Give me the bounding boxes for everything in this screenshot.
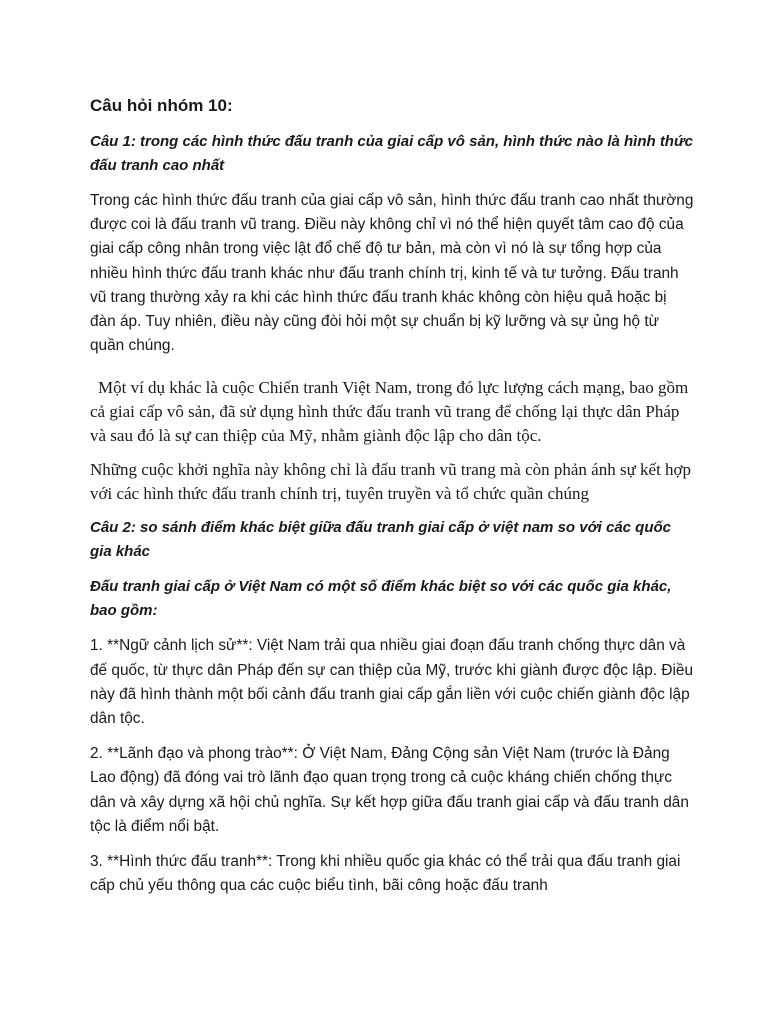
question-2-intro: Đấu tranh giai cấp ở Việt Nam có một số điểm khác biệt so với các quốc gia khác, bao gồm:: [90, 578, 672, 620]
question-2-point: 3. **Hình thức đấu tranh**: Trong khi nhiều quốc gia khác có thể trải qua đấu tranh giai cấp chủ yếu thông qua các cuộc biểu tình, bãi công hoặc đấu tranh: [90, 853, 681, 895]
question-2-point: 1. **Ngữ cảnh lịch sử**: Việt Nam trải qua nhiều giai đoạn đấu tranh chống thực dân và đế quốc, từ thực dân Pháp đến sự can thiệp của Mỹ, trước khi giành được độc lập. Điều này đã hình thành một bối cảnh đấu tranh giai cấp gắn liền với cuộc chiến giành độc lập dân tộc.: [90, 637, 694, 728]
question-2-heading: Câu 2: so sánh điểm khác biệt giữa đấu tranh giai cấp ở việt nam so với các quốc gia khác: [90, 519, 672, 561]
question-1-heading: Câu 1: trong các hình thức đấu tranh của giai cấp vô sản, hình thức nào là hình thức đấu tranh cao nhất: [90, 133, 694, 174]
question-2-point: 2. **Lãnh đạo và phong trào**: Ở Việt Nam, Đảng Cộng sản Việt Nam (trước là Đảng Lao động) đã đóng vai trò lãnh đạo quan trọng trong cả cuộc kháng chiến chống thực dân và xây dựng xã hội chủ nghĩa. Sự kết hợp giữa đấu tranh giai cấp và đấu tranh dân tộc là điểm nổi bật.: [90, 745, 689, 835]
question-1-example: Một ví dụ khác là cuộc Chiến tranh Việt Nam, trong đó lực lượng cách mạng, bao gồm cả giai cấp vô sản, đã sử dụng hình thức đấu tranh vũ trang để chống lại thực dân Pháp và sau đó là sự can thiệp của Mỹ, nhằm giành độc lập cho dân tộc.: [90, 378, 689, 446]
document-title: Câu hỏi nhóm 10:: [90, 96, 233, 115]
question-1-answer: Trong các hình thức đấu tranh của giai cấp vô sản, hình thức đấu tranh cao nhất thường được coi là đấu tranh vũ trang. Điều này không chỉ vì nó thể hiện quyết tâm cao độ của giai cấp công nhân trong việc lật đổ chế độ tư bản, mà còn vì nó là sự tổng hợp của nhiều hình thức đấu tranh khác như đấu tranh chính trị, kinh tế và tư tưởng. Đấu tranh vũ trang thường xảy ra khi các hình thức đấu tranh khác không còn hiệu quả hoặc bị đàn áp. Tuy nhiên, điều này cũng đòi hỏi một sự chuẩn bị kỹ lưỡng và sự ủng hộ từ quần chúng.: [90, 192, 694, 355]
question-1-uprisings: Những cuộc khởi nghĩa này không chỉ là đấu tranh vũ trang mà còn phản ánh sự kết hợp với các hình thức đấu tranh chính trị, tuyên truyền và tổ chức quần chúng: [90, 460, 692, 504]
